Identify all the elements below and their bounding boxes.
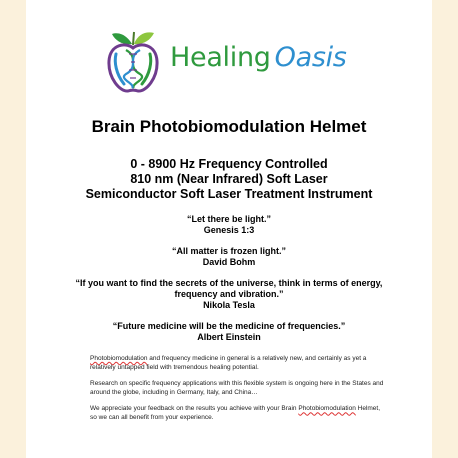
paragraph-intro xyxy=(90,355,385,372)
quote-einstein xyxy=(60,321,398,343)
paragraph-text: and frequency medicine in general is a relatively new, and certainly as yet a relatively untapped field with tremendous healing potential. xyxy=(90,355,367,371)
subtitle-line-instrument: Semiconductor Soft Laser Treatment Instrument xyxy=(85,187,373,201)
body-paragraphs xyxy=(90,355,385,431)
quote-text: “Let there be light.” xyxy=(186,214,271,224)
subtitle-block xyxy=(0,157,458,202)
quote-author: Genesis 1:3 xyxy=(203,225,255,235)
quote-bohm xyxy=(60,246,398,268)
logo-wordmark xyxy=(170,42,347,73)
quote-tesla xyxy=(60,278,398,311)
logo-word-oasis: Oasis xyxy=(274,42,347,73)
logo-word-healing: Healing xyxy=(170,42,271,73)
quote-author: David Bohm xyxy=(202,257,256,267)
quote-author: Albert Einstein xyxy=(197,332,261,342)
paragraph-feedback xyxy=(90,405,385,422)
quotes-section xyxy=(60,214,398,353)
healing-oasis-logo xyxy=(104,28,347,94)
subtitle-line-wavelength: 810 nm (Near Infrared) Soft Laser xyxy=(130,172,328,186)
quote-genesis xyxy=(60,214,398,236)
paragraph-text: We appreciate your feedback on the results you achieve with your Brain xyxy=(90,405,299,413)
document-title: Brain Photobiomodulation Helmet xyxy=(91,117,367,136)
quote-author: Nikola Tesla xyxy=(203,300,255,310)
quote-text: “If you want to find the secrets of the universe, think in terms of energy, frequency and vibration.” xyxy=(75,278,383,299)
apple-dna-logo-icon xyxy=(104,28,162,94)
flagged-word: Photobiomodulation xyxy=(298,405,356,413)
paragraph-research: Research on specific frequency applications with this flexible system is ongoing here in the States and around the globe, including in Germany, Italy, and China… xyxy=(90,380,384,396)
flagged-word: Photobiomodulation xyxy=(90,355,148,362)
subtitle-line-frequency: 0 - 8900 Hz Frequency Controlled xyxy=(130,157,328,171)
quote-text: “All matter is frozen light.” xyxy=(171,246,286,256)
paragraph-text: Helmet, so we can all benefit from your experience. xyxy=(90,405,381,421)
quote-text: “Future medicine will be the medicine of frequencies.” xyxy=(112,321,346,331)
